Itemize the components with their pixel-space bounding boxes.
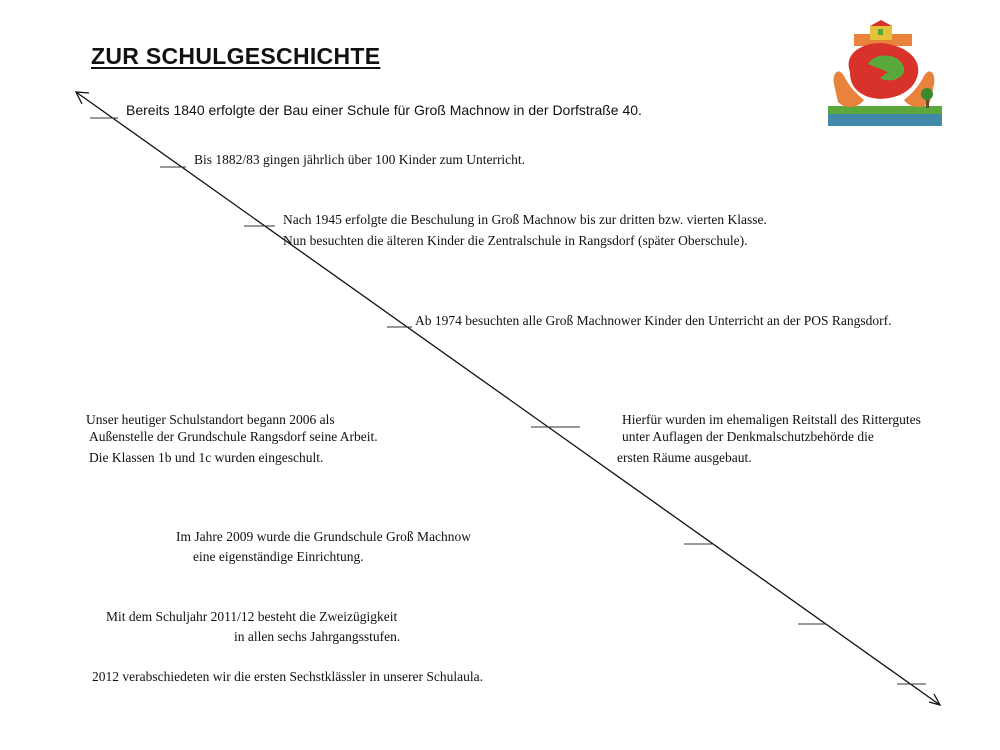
entry-text: Bereits 1840 erfolgte der Bau einer Schule für Groß Machnow in der Dorfstraße 40.	[126, 102, 642, 118]
page-title: ZUR SCHULGESCHICHTE	[91, 43, 381, 69]
timeline-entry-2009-line2: eine eigenständige Einrichtung.	[193, 549, 364, 564]
timeline-entry-2006-line3: Die Klassen 1b und 1c wurden eingeschult.	[89, 450, 324, 465]
timeline-entry-2006-line2: Außenstelle der Grundschule Rangsdorf seine Arbeit.	[89, 429, 378, 444]
entry-text: Bis 1882/83 gingen jährlich über 100 Kinder zum Unterricht.	[194, 152, 526, 167]
timeline-ticks	[90, 118, 926, 684]
timeline-entry-2009-line1: Im Jahre 2009 wurde die Grundschule Groß Machnow	[176, 529, 472, 544]
timeline-entry-1945-line2: Nun besuchten die älteren Kinder die Zentralschule in Rangsdorf (später Oberschule).	[283, 233, 748, 248]
timeline-entry-2011-line2: in allen sechs Jahrgangsstufen.	[234, 629, 401, 644]
timeline-entry-1945-line1: Nach 1945 erfolgte die Beschulung in Groß Machnow bis zur dritten bzw. vierten Klasse.	[283, 212, 767, 227]
timeline-entry-reitstall-line1: Hierfür wurden im ehemaligen Reitstall des Rittergutes	[622, 412, 921, 427]
timeline-entry-1882	[194, 152, 525, 168]
timeline-entry-1840	[126, 102, 642, 118]
timeline-entry-reitstall-line2: unter Auflagen der Denkmalschutzbehörde die	[622, 429, 874, 444]
timeline-entry-2012: 2012 verabschiedeten wir die ersten Sechstklässler in unserer Schulaula.	[92, 669, 483, 684]
timeline-entry-2011-line1: Mit dem Schuljahr 2011/12 besteht die Zweizügigkeit	[106, 609, 398, 624]
school-logo-hands-icon	[828, 20, 942, 126]
timeline-entry-1974: Ab 1974 besuchten alle Groß Machnower Kinder den Unterricht an der POS Rangsdorf.	[415, 313, 892, 328]
timeline-entry-2006-line1: Unser heutiger Schulstandort begann 2006 als	[86, 412, 335, 427]
timeline-entry-reitstall-line3: ersten Räume ausgebaut.	[617, 450, 752, 465]
